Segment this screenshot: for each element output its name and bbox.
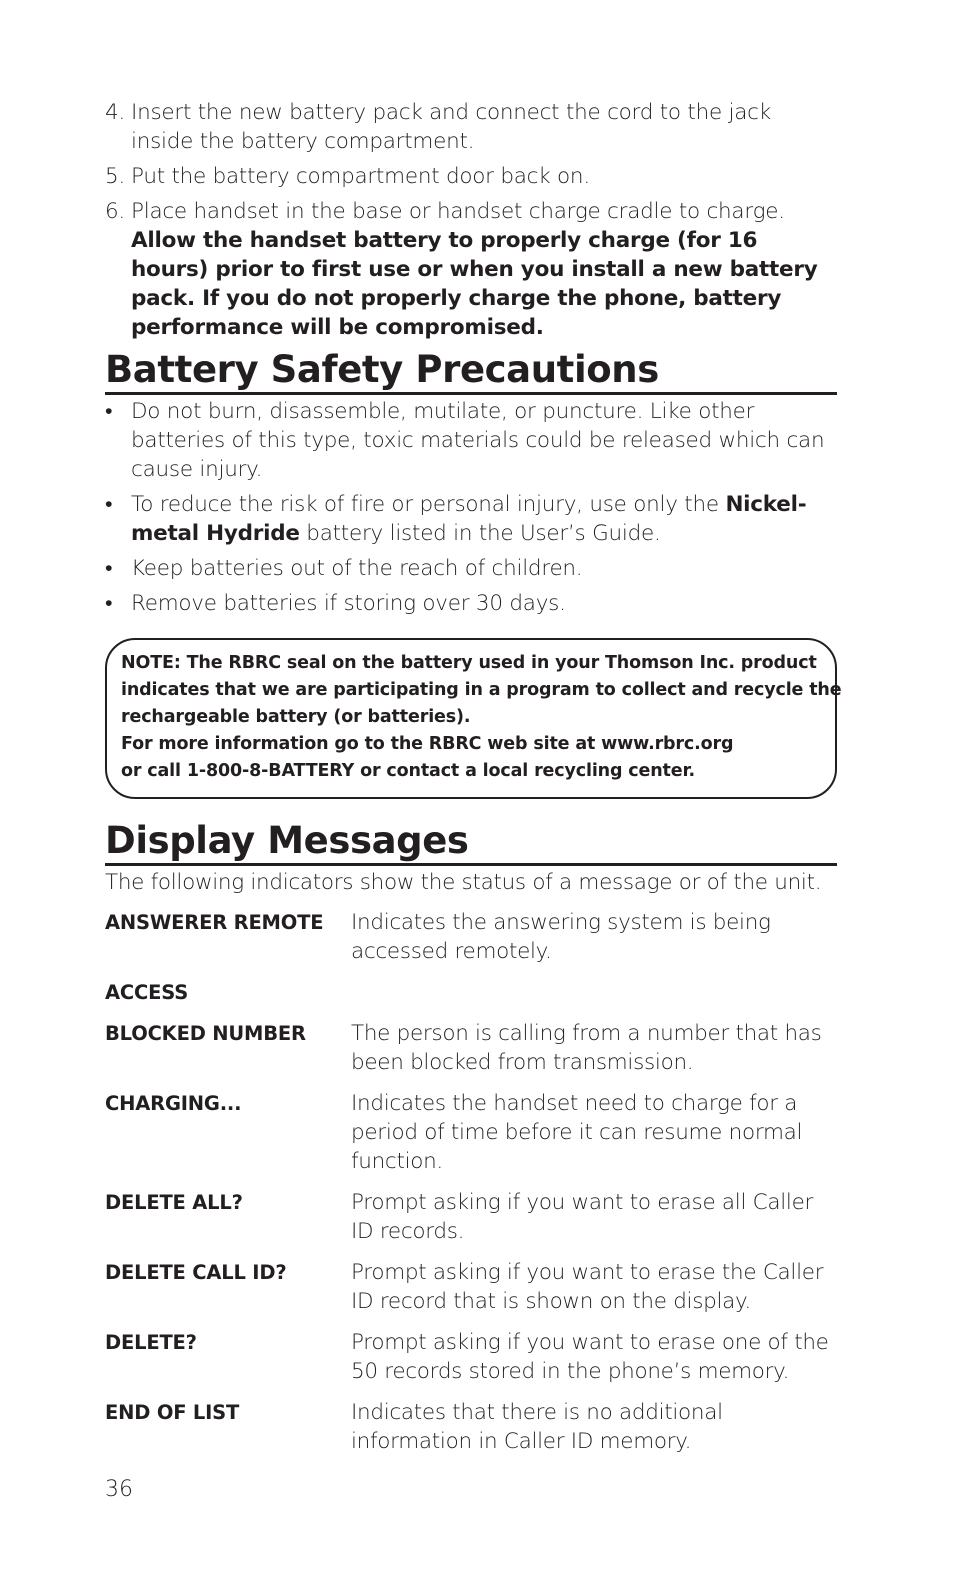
bullet-icon: • xyxy=(105,492,113,517)
list-item: • To reduce the risk of fire or personal injury, use only the Nickel-metal Hydride battery listed in the User’s Guide. xyxy=(105,492,807,546)
step-item xyxy=(105,197,837,342)
message-description: Prompt asking if you want to erase all Caller ID records. xyxy=(351,1190,814,1244)
list-item: • Keep batteries out of the reach of children. xyxy=(105,556,583,581)
table-row xyxy=(105,1258,837,1316)
step-number: 4. xyxy=(105,100,126,125)
message-term: DELETE CALL ID? xyxy=(105,1261,287,1284)
section-title-display-messages: Display Messages xyxy=(105,819,837,866)
table-row xyxy=(105,908,837,966)
table-row xyxy=(105,1019,837,1077)
note-line: or call 1-800-8-BATTERY or contact a local recycling center. xyxy=(121,761,695,781)
list-item: • Do not burn, disassemble, mutilate, or puncture. Like other batteries of this type, toxic materials could be released which can cause injury. xyxy=(105,399,825,482)
message-term: END OF LIST xyxy=(105,1401,240,1424)
note-line: NOTE: The RBRC seal on the battery used in your Thomson Inc. product xyxy=(121,653,817,673)
steps-list xyxy=(105,98,837,342)
table-row xyxy=(105,1398,837,1456)
table-row xyxy=(105,978,837,1007)
message-term: DELETE? xyxy=(105,1331,197,1354)
page-number: 36 xyxy=(105,1477,133,1502)
bullet-icon: • xyxy=(105,399,113,424)
message-description: Indicates that there is no additional information in Caller ID memory. xyxy=(351,1400,723,1454)
message-term: ANSWERER REMOTE xyxy=(105,911,324,934)
note-line: For more information go to the RBRC web site at www.rbrc.org xyxy=(121,734,734,754)
message-term: CHARGING... xyxy=(105,1092,242,1115)
step-text: Place handset in the base or handset charge cradle to charge. Allow the handset battery to properly charge (for 16 hours) prior to first use or when you install a new battery pack. If you do not properly charge the phone, battery performance will be compromised. xyxy=(131,199,818,340)
step-item xyxy=(105,98,837,156)
table-row xyxy=(105,1089,837,1176)
bullet-icon: • xyxy=(105,556,113,581)
step-text: Insert the new battery pack and connect the cord to the jack inside the battery compartment. xyxy=(131,100,771,154)
display-messages-intro: The following indicators show the status of a message or of the unit. xyxy=(105,870,822,895)
battery-safety-list xyxy=(105,397,837,618)
step-text: Put the battery compartment door back on. xyxy=(131,164,590,189)
message-description: The person is calling from a number that has been blocked from transmission. xyxy=(351,1021,822,1075)
battery-type: Nickel-metal Hydride xyxy=(131,492,807,546)
message-term: DELETE ALL? xyxy=(105,1191,243,1214)
note-line: rechargeable battery (or batteries). xyxy=(121,707,471,727)
message-description: Prompt asking if you want to erase one of the 50 records stored in the phone’s memory. xyxy=(351,1330,829,1384)
table-row xyxy=(105,1328,837,1386)
message-term: BLOCKED NUMBER xyxy=(105,1022,306,1045)
bullet-icon: • xyxy=(105,591,113,616)
list-item: • Remove batteries if storing over 30 days. xyxy=(105,591,566,616)
table-row xyxy=(105,1188,837,1246)
message-term-continued: ACCESS xyxy=(105,981,189,1004)
step-number: 5. xyxy=(105,164,126,189)
step-number: 6. xyxy=(105,199,126,224)
message-description: Indicates the answering system is being accessed remotely. xyxy=(351,910,771,964)
message-description: Prompt asking if you want to erase the Caller ID record that is shown on the display. xyxy=(351,1260,824,1314)
section-title-battery-safety: Battery Safety Precautions xyxy=(105,348,837,395)
rbrc-note-box xyxy=(105,638,842,799)
note-line: indicates that we are participating in a program to collect and recycle the xyxy=(121,680,842,700)
step-warning: Allow the handset battery to properly charge (for 16 hours) prior to first use or when you install a new battery pack. If you do not properly charge the phone, battery performance will be compromised. xyxy=(131,228,818,340)
manual-page xyxy=(105,98,842,1468)
display-messages-table xyxy=(105,908,837,1456)
step-item xyxy=(105,162,837,191)
message-description: Indicates the handset need to charge for a period of time before it can resume normal function. xyxy=(351,1091,803,1174)
